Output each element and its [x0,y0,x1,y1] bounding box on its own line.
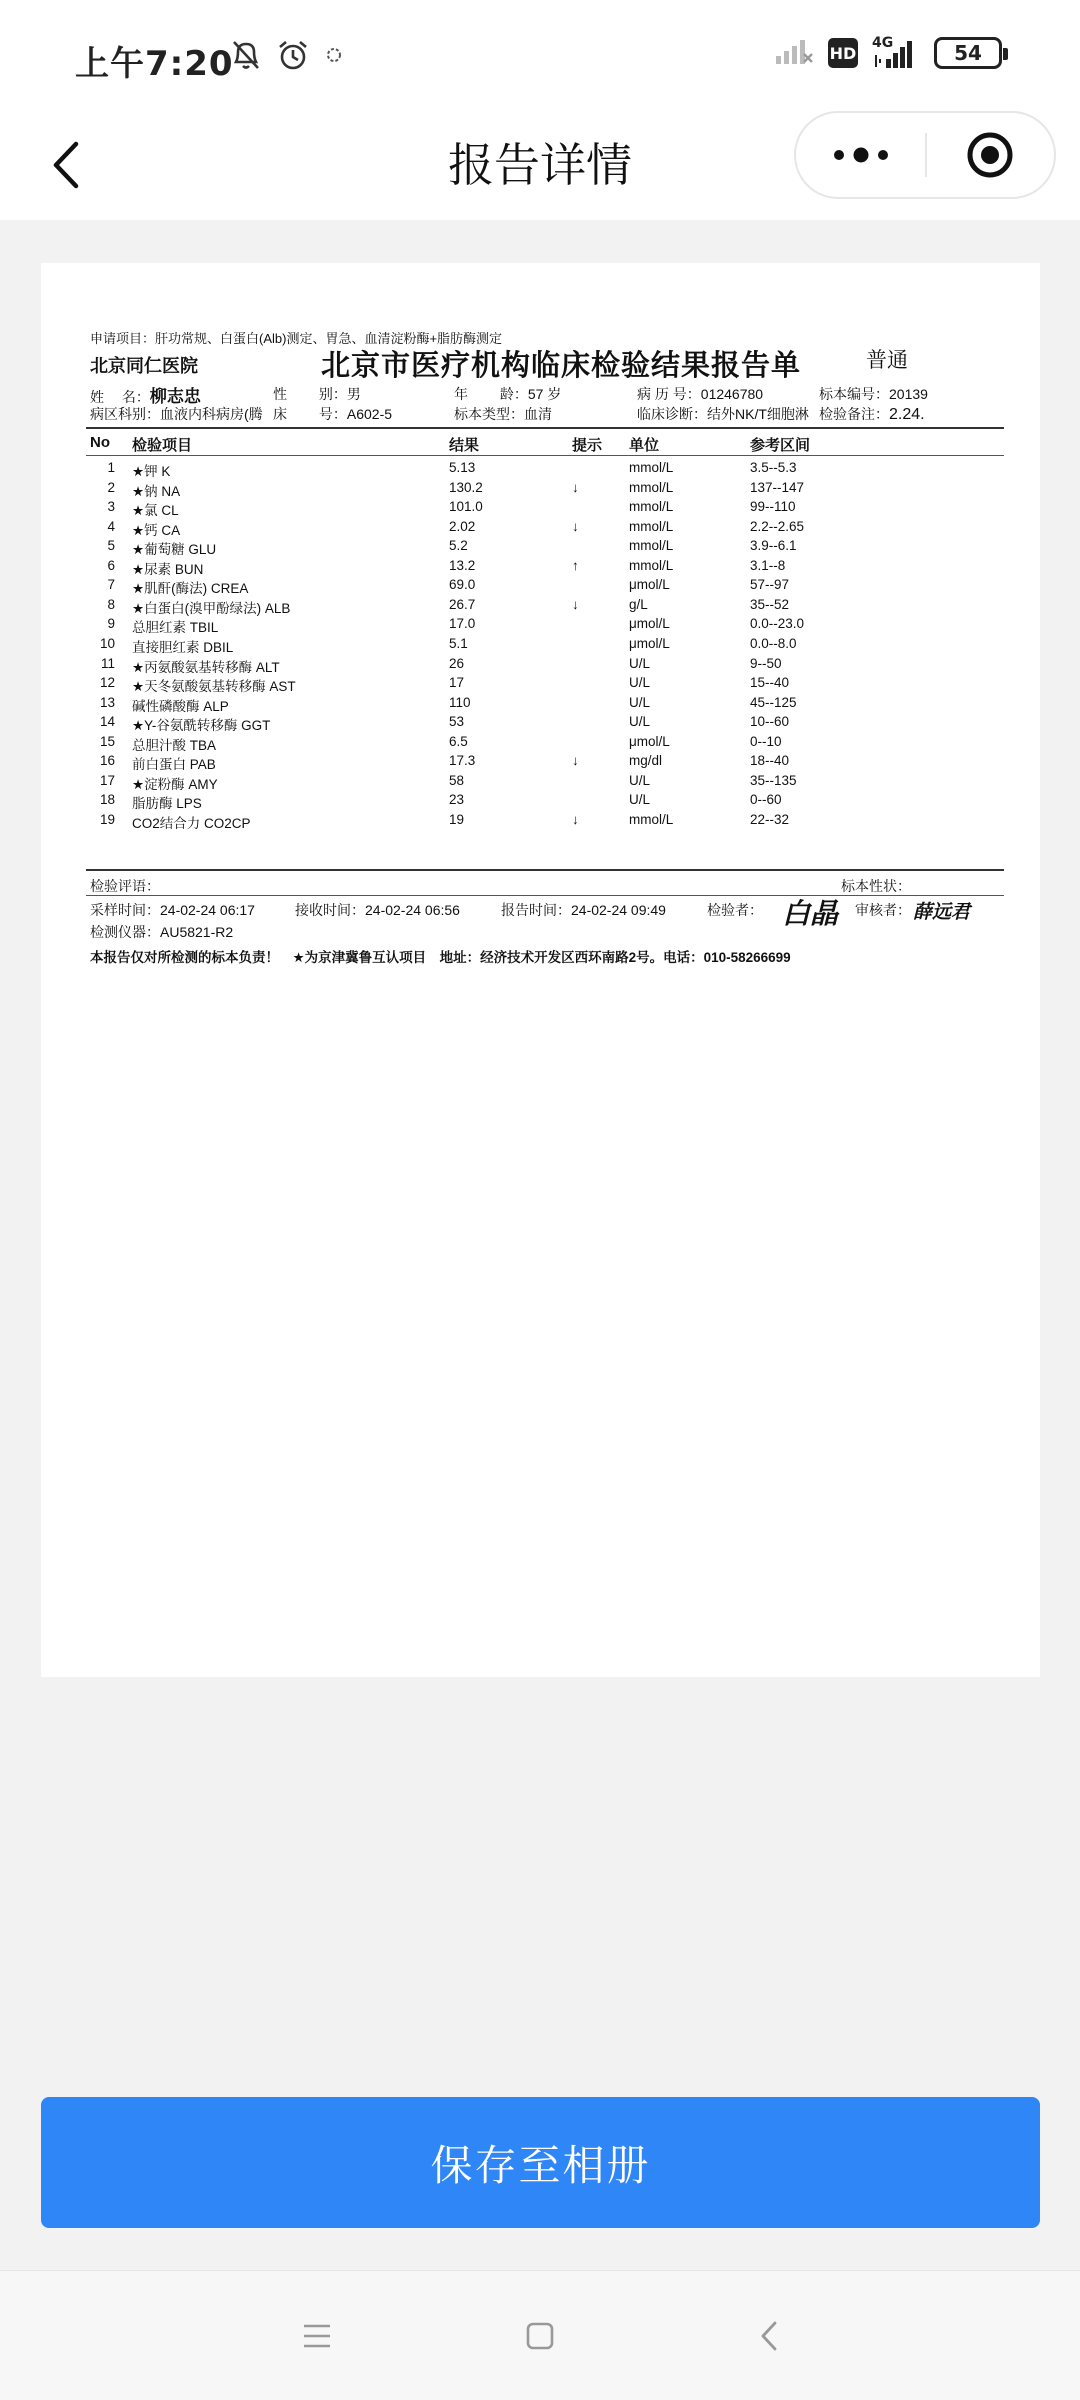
row-no: 18 [99,792,115,808]
row-item: 碱性磷酸酶 ALP [132,698,229,714]
row-range: 22--32 [750,811,790,827]
row-item: ★Y-谷氨酰转移酶 GGT [132,718,271,734]
row-hint: ↓ [572,811,579,827]
row-item: ★钠 NA [132,483,181,499]
gender-label: 性 别： [273,386,347,402]
col-item: 检验项目 [132,437,193,454]
row-item: ★天冬氨酸氨基转移酶 AST [132,679,296,695]
patient-name: 柳志忠 [149,387,201,406]
row-unit: U/L [629,694,651,710]
row-result: 26 [449,655,465,671]
row-no: 2 [107,479,115,495]
4g-signal-icon [872,37,920,69]
row-unit: mmol/L [629,460,674,475]
row-range: 35--135 [750,772,797,788]
sample-state-label: 标本性状： [841,878,911,894]
row-item: 总胆汁酸 TBA [132,737,217,753]
report-image [41,263,1040,1677]
row-item: 脂肪酶 LPS [132,796,202,812]
col-hint: 提示 [572,437,603,454]
row-unit: μmol/L [629,733,670,749]
row-unit: mg/dl [629,753,663,769]
hd-icon: HD [828,38,858,68]
remark: 2.24. [889,406,925,423]
row-result: 23 [449,792,465,808]
row-range: 35--52 [750,596,790,612]
row-unit: μmol/L [629,616,670,632]
col-unit: 单位 [629,437,660,454]
request-items: 申请项目：肝功常规、白蛋白(Alb)测定、胃急、血清淀粉酶+脂肪酶测定 [90,331,503,346]
back-chevron-icon [759,2320,779,2352]
row-unit: mmol/L [629,499,674,515]
row-no: 9 [107,616,115,632]
name-label: 姓 名： [90,389,150,405]
instrument: 检测仪器：AU5821-R2 [90,924,234,940]
row-item: 总胆红素 TBIL [132,620,219,636]
row-item: ★尿素 BUN [132,561,204,577]
row-result: 17 [449,675,465,691]
report-title: 北京市医疗机构临床检验结果报告单 [321,348,802,382]
sample-no-label: 标本编号： [819,386,889,402]
menu-icon [302,2323,332,2349]
row-result: 5.1 [449,635,468,651]
battery-level: 54 [954,41,982,65]
row-unit: U/L [629,655,651,671]
row-result: 5.2 [449,538,468,554]
row-result: 26.7 [449,596,476,612]
signal-x-icon [774,36,814,70]
row-range: 18--40 [750,753,790,769]
row-no: 8 [107,596,115,612]
close-mini-program-button[interactable] [927,113,1054,197]
row-unit: mmol/L [629,518,674,534]
system-nav-bar [0,2270,1080,2400]
row-range: 0.0--23.0 [750,616,805,632]
row-unit: g/L [629,596,648,612]
row-item: ★淀粉酶 AMY [132,776,218,792]
department: 血液内科病房(腾 [160,406,263,422]
row-no: 14 [99,714,115,730]
row-result: 17.0 [449,616,476,632]
row-result: 2.02 [449,518,476,534]
row-range: 10--60 [750,714,790,730]
row-range: 9--50 [750,655,782,671]
row-range: 0.0--8.0 [750,635,797,651]
row-range: 45--125 [750,694,797,710]
columns-rule [86,455,1004,456]
row-no: 3 [107,499,115,515]
row-range: 15--40 [750,675,790,691]
row-range: 2.2--2.65 [750,518,805,534]
report-time: 报告时间：24-02-24 09:49 [501,902,666,918]
alarm-icon [276,38,310,76]
row-no: 10 [99,635,115,651]
row-no: 6 [107,557,115,573]
row-range: 3.9--6.1 [750,538,797,554]
row-item: CO2结合力 CO2CP [132,815,251,831]
row-range: 99--110 [750,499,796,515]
row-unit: mmol/L [629,557,674,573]
row-range: 57--97 [750,577,790,593]
row-item: ★丙氨酸氨基转移酶 ALT [132,659,280,675]
bed-label: 床 号： [273,406,347,422]
row-range: 3.1--8 [750,557,786,573]
row-no: 15 [99,733,115,749]
row-hint: ↓ [572,479,579,495]
row-item: ★钙 CA [132,522,181,538]
row-item: 直接胆红素 DBIL [132,639,234,655]
dept-label: 病区科别： [90,406,160,422]
row-no: 17 [99,772,115,788]
mini-program-capsule [794,111,1056,199]
row-no: 16 [99,753,115,769]
row-no: 1 [107,460,115,475]
footer-note: 本报告仅对所检测的标本负责！ ★为京津冀鲁互认项目 地址：经济技术开发区西环南路2号。电话：010-58266699 [90,950,791,965]
row-item: ★钾 K [132,464,171,479]
home-square-icon [525,2321,555,2351]
status-icons-right [774,36,1002,70]
sample-type: 血清 [524,406,552,422]
row-result: 58 [449,772,465,788]
footer-rule-top [86,869,1004,871]
row-result: 5.13 [449,460,476,475]
row-unit: U/L [629,714,651,730]
more-button[interactable] [796,113,925,197]
row-item: ★氯 CL [132,503,179,519]
menu-button[interactable] [292,2311,342,2361]
bell-off-icon [230,38,262,76]
row-result: 110 [449,694,471,710]
row-unit: mmol/L [629,538,674,554]
home-button[interactable] [515,2311,565,2361]
row-result: 69.0 [449,577,476,593]
row-result: 130.2 [449,479,483,495]
page-title: 报告详情 [448,138,632,192]
tester-label: 检验者： [707,902,763,918]
row-range: 0--10 [750,733,782,749]
status-icons-left [230,38,344,76]
battery-icon [934,37,1002,69]
row-result: 53 [449,714,465,730]
row-no: 4 [107,518,115,534]
report-priority: 普通 [866,348,908,372]
row-unit: U/L [629,792,651,808]
network-label: 4G [872,35,894,51]
row-hint: ↓ [572,596,579,612]
row-unit: mmol/L [629,479,674,495]
row-result: 17.3 [449,753,476,769]
row-item: ★葡萄糖 GLU [132,542,217,558]
hospital-name: 北京同仁医院 [90,356,198,377]
remark-label: 检验备注： [819,406,889,422]
reviewer-label: 审核者： [855,902,911,918]
patient-gender: 男 [346,386,361,402]
header-rule [86,427,1004,429]
col-no: No [90,434,110,451]
row-unit: mmol/L [629,811,674,827]
row-range: 3.5--5.3 [750,460,797,475]
sample-number: 20139 [889,386,928,402]
system-back-button[interactable] [744,2311,794,2361]
row-result: 13.2 [449,557,476,573]
diagnosis: 结外NK/T细胞淋 [707,406,809,422]
notification-dot-icon [324,45,344,69]
status-time: 上午7:20 [75,44,234,84]
record-label: 病 历 号： [637,386,701,402]
row-result: 19 [449,811,465,827]
reviewer-signature: 薛远君 [913,901,971,923]
footer-rule-mid [86,895,1004,896]
row-range: 137--147 [750,479,805,495]
col-range: 参考区间 [750,437,811,454]
col-result: 结果 [449,437,480,454]
diagnosis-label: 临床诊断： [637,406,707,422]
collect-time: 采样时间：24-02-24 06:17 [90,902,255,918]
bed-number: A602-5 [346,406,393,422]
status-bar [0,0,1080,110]
save-to-album-button[interactable]: 保存至相册 [41,2097,1040,2228]
record-number: 01246780 [700,386,764,402]
row-item: ★肌酐(酶法) CREA [132,581,249,597]
row-no: 13 [99,694,115,710]
target-circle-icon [965,130,1015,180]
row-no: 19 [99,811,115,827]
row-item: ★白蛋白(溴甲酚绿法) ALB [132,600,291,616]
patient-age: 57 岁 [527,386,562,402]
tester-signature: 白晶 [782,897,839,930]
row-result: 6.5 [449,733,468,749]
sample-type-label: 标本类型： [454,406,524,422]
comment-label: 检验评语： [90,878,160,894]
row-unit: μmol/L [629,577,670,593]
row-no: 12 [99,675,115,691]
nav-bar [0,110,1080,220]
row-unit: U/L [629,675,651,691]
row-unit: μmol/L [629,635,670,651]
row-hint: ↓ [572,518,579,534]
row-result: 101.0 [449,499,483,515]
row-range: 0--60 [750,792,782,808]
row-unit: U/L [629,772,651,788]
row-hint: ↓ [572,753,579,769]
row-no: 5 [107,538,115,554]
row-hint: ↑ [572,557,579,573]
receive-time: 接收时间：24-02-24 06:56 [295,902,460,918]
row-item: 前白蛋白 PAB [132,757,216,773]
more-dots-icon [831,145,891,165]
row-no: 11 [100,655,115,671]
age-label: 年 龄： [454,386,528,402]
row-no: 7 [107,577,115,593]
